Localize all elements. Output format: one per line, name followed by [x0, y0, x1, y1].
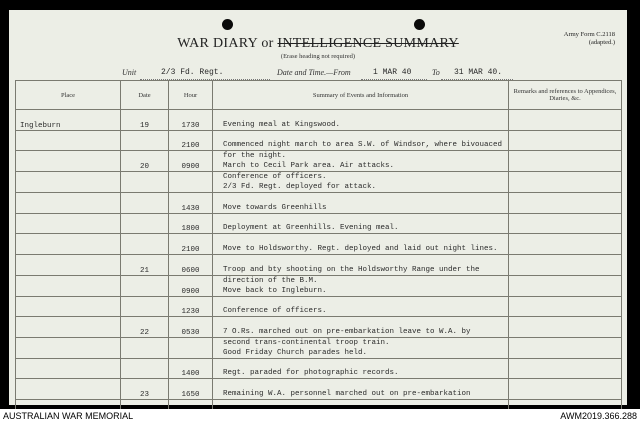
cell-summary: Move to Holdsworthy. Regt. deployed and laid out night lines. — [213, 234, 509, 255]
cell-date — [121, 193, 169, 214]
table-row — [16, 337, 622, 358]
footer-accession: AWM2019.366.288 — [560, 411, 637, 421]
table-row — [16, 254, 622, 275]
table-row — [16, 151, 622, 172]
title-prefix: WAR DIARY or — [177, 36, 274, 51]
cell-summary: 7 O.Rs. marched out on pre-embarkation leave to W.A. by — [213, 317, 509, 338]
cell-remarks — [509, 317, 622, 338]
cell-date: 22 — [121, 317, 169, 338]
cell-hour: 1730 — [169, 110, 213, 131]
cell-date: 23 — [121, 379, 169, 400]
title-struck: INTELLIGENCE SUMMARY — [277, 36, 459, 51]
cell-remarks — [509, 275, 622, 296]
army-form-label — [564, 31, 615, 47]
table-row — [16, 234, 622, 255]
table-row — [16, 110, 622, 131]
date-from: 1 MAR 40 — [373, 68, 412, 77]
cell-remarks — [509, 172, 622, 193]
war-diary-page — [9, 10, 627, 405]
cell-remarks — [509, 337, 622, 358]
table-row — [16, 296, 622, 317]
cell-hour: 0900 — [169, 275, 213, 296]
cell-date — [121, 130, 169, 151]
cell-remarks — [509, 130, 622, 151]
cell-hour: 0530 — [169, 317, 213, 338]
cell-hour: 1800 — [169, 213, 213, 234]
cell-place — [16, 213, 121, 234]
cell-place — [16, 172, 121, 193]
army-form-number: Army Form C.2118 — [563, 31, 615, 38]
cell-remarks — [509, 151, 622, 172]
cell-summary: Remaining W.A. personnel marched out on pre-embarkation — [213, 379, 509, 400]
unit-line — [9, 68, 627, 80]
cell-date — [121, 234, 169, 255]
cell-date — [121, 172, 169, 193]
cell-remarks — [509, 358, 622, 379]
col-place: Place — [16, 81, 121, 110]
cell-place — [16, 193, 121, 214]
cell-remarks — [509, 379, 622, 400]
cell-hour: 2100 — [169, 130, 213, 151]
cell-remarks — [509, 193, 622, 214]
cell-remarks — [509, 296, 622, 317]
cell-hour: 0900 — [169, 151, 213, 172]
cell-place: Ingleburn — [16, 110, 121, 131]
cell-remarks — [509, 254, 622, 275]
table-row — [16, 172, 622, 193]
footer — [0, 409, 640, 423]
cell-hour: 1230 — [169, 296, 213, 317]
cell-hour: 1430 — [169, 193, 213, 214]
cell-place — [16, 130, 121, 151]
cell-date — [121, 213, 169, 234]
table-row — [16, 379, 622, 400]
cell-hour: 2100 — [169, 234, 213, 255]
erase-note: (Erase heading not required) — [280, 53, 356, 60]
unit-label: Unit — [122, 68, 137, 77]
table-row — [16, 317, 622, 338]
cell-summary: Troop and bty shooting on the Holdsworthy Range under the — [213, 254, 509, 275]
cell-date — [121, 296, 169, 317]
punch-hole-icon — [222, 19, 233, 30]
col-hour: Hour — [169, 81, 213, 110]
cell-date — [121, 275, 169, 296]
date-to: 31 MAR 40. — [454, 68, 503, 77]
col-summary: Summary of Events and Information — [213, 81, 509, 110]
col-remarks: Remarks and references to Appendices, Diaries, &c. — [509, 81, 622, 110]
cell-place — [16, 151, 121, 172]
cell-place — [16, 337, 121, 358]
cell-hour: 0600 — [169, 254, 213, 275]
cell-summary: Evening meal at Kingswood. — [213, 110, 509, 131]
cell-summary: Deployment at Greenhills. Evening meal. — [213, 213, 509, 234]
cell-summary: for the night. March to Cecil Park area. Air attacks. — [213, 151, 509, 172]
cell-place — [16, 275, 121, 296]
army-form-note: (adapted.) — [588, 39, 615, 46]
table-row — [16, 358, 622, 379]
cell-summary: Regt. paraded for photographic records. — [213, 358, 509, 379]
cell-remarks — [509, 234, 622, 255]
date-label: Date and Time.—From — [277, 68, 351, 77]
cell-place — [16, 379, 121, 400]
cell-summary: Conference of officers. — [213, 296, 509, 317]
table-row — [16, 275, 622, 296]
cell-place — [16, 234, 121, 255]
cell-hour — [169, 337, 213, 358]
cell-place — [16, 317, 121, 338]
cell-hour: 1400 — [169, 358, 213, 379]
cell-remarks — [509, 213, 622, 234]
col-date: Date — [121, 81, 169, 110]
cell-date — [121, 358, 169, 379]
diary-table — [15, 80, 622, 421]
cell-hour — [169, 172, 213, 193]
cell-summary: Conference of officers. 2/3 Fd. Regt. deployed for attack. — [213, 172, 509, 193]
cell-summary: second trans-continental troop train. Good Friday Church parades held. — [213, 337, 509, 358]
unit-value: 2/3 Fd. Regt. — [161, 68, 224, 77]
footer-credit: AUSTRALIAN WAR MEMORIAL — [3, 411, 134, 421]
cell-summary: Commenced night march to area S.W. of Windsor, where bivouaced — [213, 130, 509, 151]
cell-place — [16, 296, 121, 317]
table-row — [16, 213, 622, 234]
cell-remarks — [509, 110, 622, 131]
cell-summary: Move towards Greenhills — [213, 193, 509, 214]
form-title — [9, 36, 627, 52]
cell-date — [121, 337, 169, 358]
cell-date: 19 — [121, 110, 169, 131]
cell-summary: direction of the B.M. Move back to Ingleburn. — [213, 275, 509, 296]
cell-hour: 1650 — [169, 379, 213, 400]
cell-place — [16, 254, 121, 275]
to-label: To — [432, 68, 440, 77]
cell-place — [16, 358, 121, 379]
table-row — [16, 193, 622, 214]
cell-date: 20 — [121, 151, 169, 172]
punch-hole-icon — [414, 19, 425, 30]
cell-date: 21 — [121, 254, 169, 275]
table-row — [16, 130, 622, 151]
